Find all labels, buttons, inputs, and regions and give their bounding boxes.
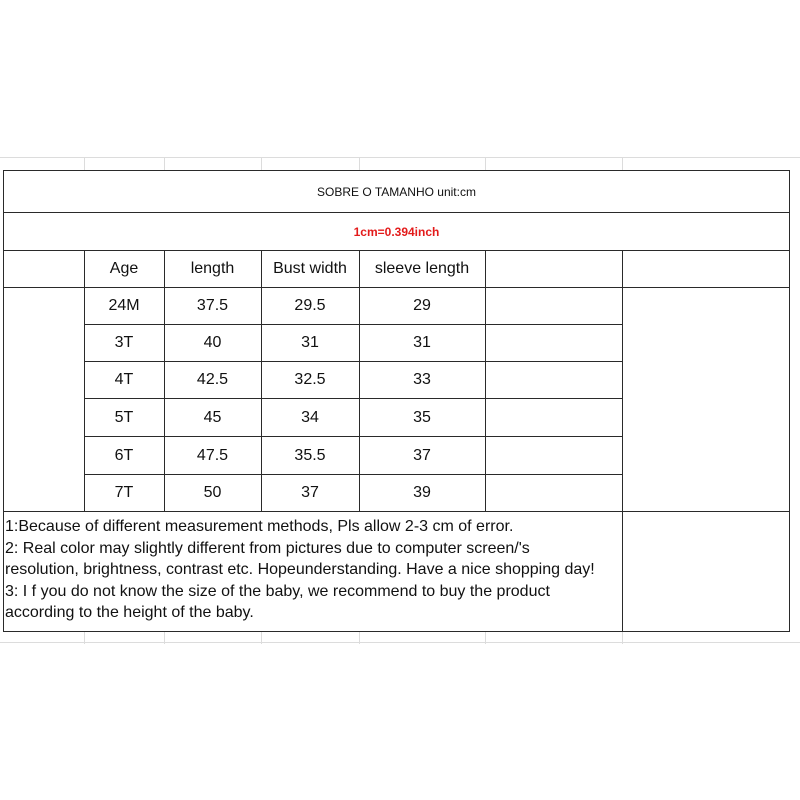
cell-sleeve-length: 39 [413, 484, 431, 501]
note-line: 3: I f you do not know the size of the baby, we recommend to buy the product [5, 582, 550, 600]
cell-age: 4T [114, 371, 134, 388]
sheet-gridline [164, 157, 165, 170]
cell-age: 3T [114, 334, 134, 351]
sheet-gridline [485, 157, 486, 170]
cell-age: 24M [108, 297, 140, 314]
header-age: Age [109, 260, 139, 277]
header-sleeve-length: sleeve length [374, 260, 470, 277]
cell-sleeve-length: 31 [413, 334, 431, 351]
note-line: according to the height of the baby. [5, 604, 254, 621]
sheet-gridline [485, 632, 486, 644]
cell-sleeve-length: 29 [413, 297, 431, 314]
note-line: 1:Because of different measurement methods, Pls allow 2-3 cm of error. [5, 518, 514, 535]
cell-length: 37.5 [196, 297, 229, 314]
header-length: length [190, 260, 235, 277]
cell-length: 42.5 [196, 371, 229, 388]
sheet-gridline [359, 632, 360, 644]
cell-bust-width: 35.5 [294, 446, 326, 464]
note-line: resolution, brightness, contrast etc. Hopeunderstanding. Have a nice shopping day! [5, 561, 595, 578]
sheet-gridline [84, 157, 85, 170]
sheet-gridline [261, 157, 262, 170]
chart-title: SOBRE O TAMANHO unit:cm [317, 184, 476, 199]
cell-bust-width: 34 [301, 408, 319, 426]
cell-bust-width: 37 [301, 484, 319, 501]
sheet-gridline [0, 642, 800, 643]
cell-length: 45 [203, 408, 222, 426]
cell-bust-width: 31 [301, 334, 319, 351]
cell-sleeve-length: 37 [413, 446, 431, 464]
sheet-gridline [622, 157, 623, 170]
cell-bust-width: 29.5 [294, 297, 326, 314]
sheet-gridline [622, 632, 623, 644]
size-notes [5, 516, 617, 624]
sheet-gridline [164, 632, 165, 644]
sheet-gridline [359, 157, 360, 170]
cell-bust-width: 32.5 [294, 371, 326, 388]
column-divider [485, 250, 486, 511]
column-divider [622, 250, 623, 632]
row-divider [3, 511, 790, 512]
cell-age: 7T [114, 484, 134, 501]
cell-sleeve-length: 33 [413, 371, 431, 388]
sheet-gridline [0, 157, 800, 158]
cell-age: 6T [114, 446, 134, 464]
unit-conversion-note: 1cm=0.394inch [353, 224, 440, 239]
cell-sleeve-length: 35 [413, 408, 431, 426]
sheet-gridline [84, 632, 85, 644]
sheet-gridline [261, 632, 262, 644]
note-line: 2: Real color may slightly different from pictures due to computer screen/'s [5, 539, 530, 557]
cell-age: 5T [114, 408, 134, 426]
cell-length: 47.5 [196, 446, 229, 464]
header-bust-width: Bust width [273, 260, 347, 277]
cell-length: 40 [203, 334, 222, 351]
cell-length: 50 [203, 484, 222, 501]
